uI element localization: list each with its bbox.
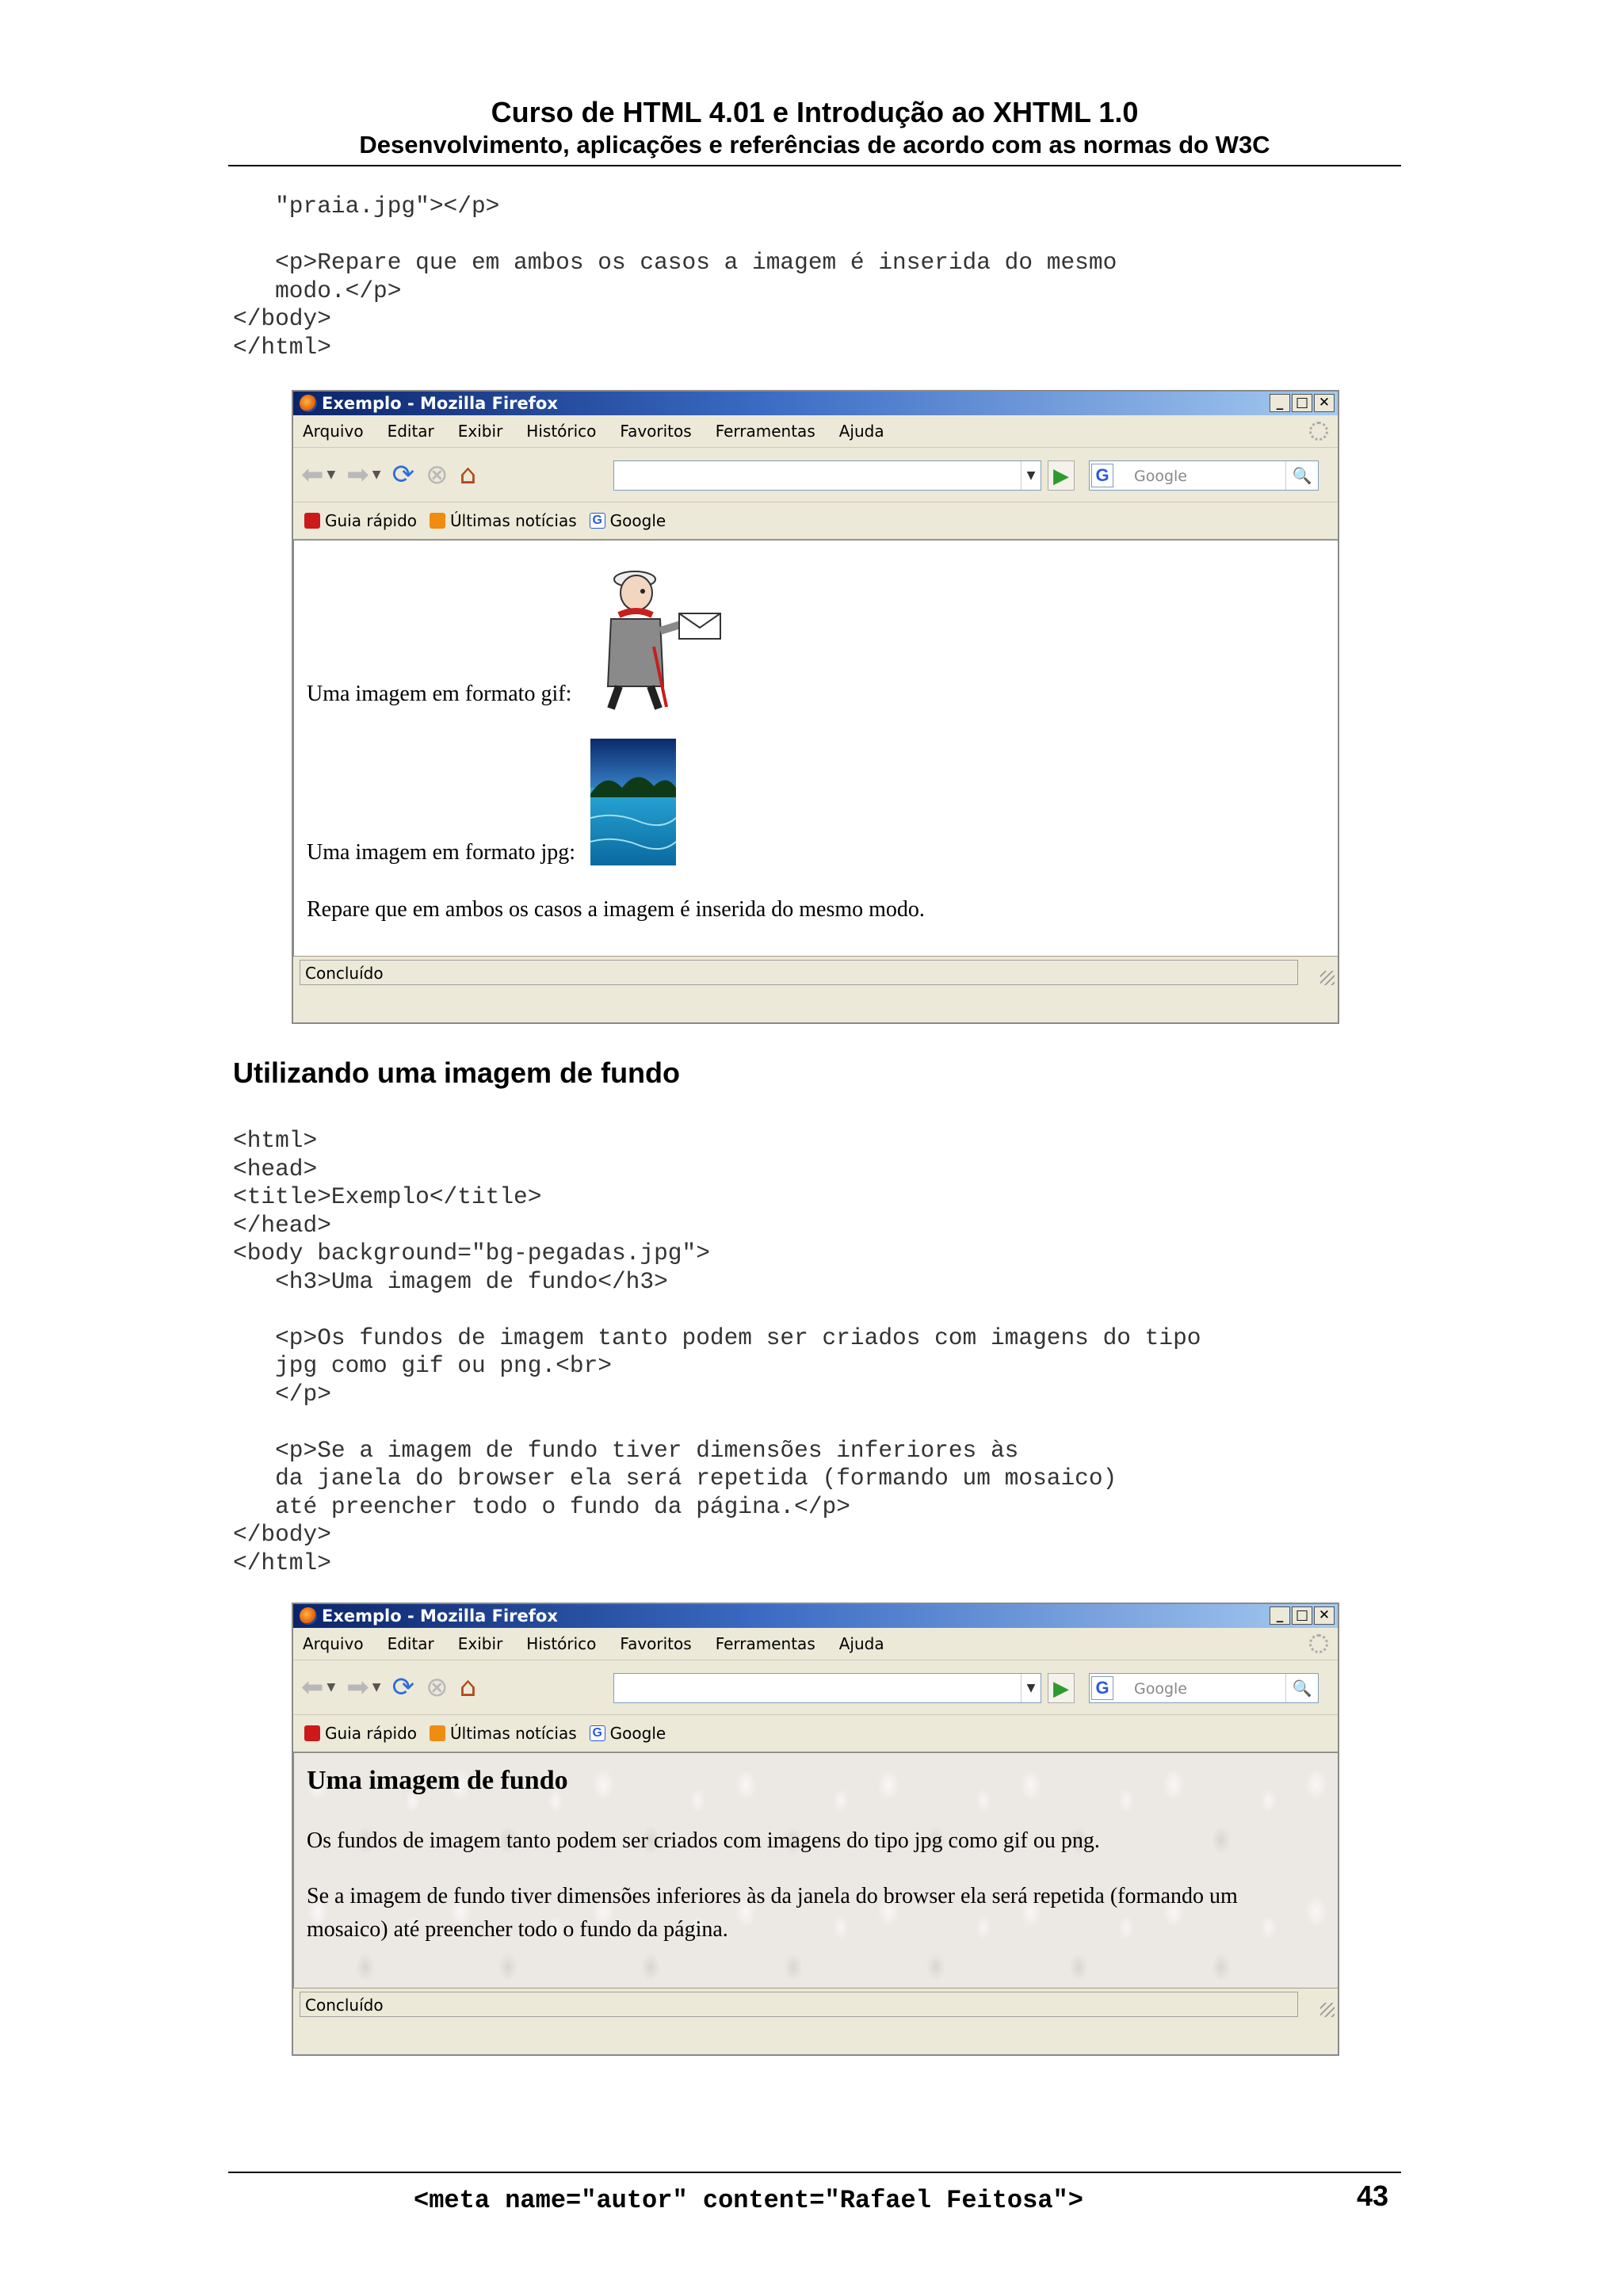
content-paragraph-1: Os fundos de imagem tanto podem ser criados com imagens do tipo jpg como gif ou png. xyxy=(307,1828,1100,1853)
menu-item-historico[interactable]: Histórico xyxy=(526,422,597,441)
go-arrow-icon[interactable]: ▶ xyxy=(1048,1673,1075,1703)
address-bar[interactable] xyxy=(613,1673,1041,1703)
rss-icon xyxy=(430,1725,445,1741)
menu-bar xyxy=(293,415,1338,448)
back-arrow-icon[interactable]: ⬅ xyxy=(301,459,324,491)
bookmark-ultimas-noticias[interactable]: Últimas notícias xyxy=(430,511,577,530)
firefox-logo-icon xyxy=(300,395,317,412)
footer-rule xyxy=(228,2172,1401,2173)
bookmarks-toolbar xyxy=(293,502,1338,540)
menu-item-editar[interactable]: Editar xyxy=(387,422,434,441)
maximize-icon[interactable]: □ xyxy=(1292,394,1312,412)
gif-caption: Uma imagem em formato gif: xyxy=(307,682,572,706)
throbber-icon xyxy=(1309,422,1328,441)
code-block-1: "praia.jpg"></p> <p>Repare que em ambos os casos a imagem é inserida do mesmo modo.</p> </body> </html> xyxy=(233,193,1117,361)
beach-jpg-image xyxy=(590,739,676,865)
section-heading: Utilizando uma imagem de fundo xyxy=(233,1056,681,1089)
go-arrow-icon[interactable]: ▶ xyxy=(1048,460,1075,491)
page-content-background xyxy=(293,1752,1338,1988)
maximize-icon[interactable]: □ xyxy=(1292,1606,1312,1625)
status-text: Concluído xyxy=(300,960,1298,985)
menu-item-favoritos[interactable]: Favoritos xyxy=(620,422,692,441)
window-title: Exemplo - Mozilla Firefox xyxy=(322,1606,558,1626)
rss-icon xyxy=(430,513,445,529)
menu-item-ajuda[interactable]: Ajuda xyxy=(838,1634,884,1653)
content-paragraph-2: Se a imagem de fundo tiver dimensões inferiores às da janela do browser ela será repetida (formando um mosaico) até preencher todo o fundo da página. xyxy=(307,1884,1238,1942)
address-bar[interactable] xyxy=(613,460,1041,491)
jpg-caption: Uma imagem em formato jpg: xyxy=(307,840,576,865)
guia-rapido-icon xyxy=(304,1725,320,1741)
window-controls xyxy=(1270,1606,1335,1625)
bookmark-google[interactable]: G Google xyxy=(590,1724,666,1743)
menu-item-ajuda[interactable]: Ajuda xyxy=(838,422,884,441)
window-titlebar[interactable] xyxy=(293,392,1338,415)
code-block-2: <html> <head> <title>Exemplo</title> </head> <body background="bg-pegadas.jpg"> <h3>Uma imagem de fundo</h3> <p>Os fundos de imagem tanto podem ser criados com imagens do tipo jpg como gif ou png.<br> </p> <p>Se a imagem de fundo tiver dimensões inferiores às da janela do browser ela será repetida (formando um mosaico) até preencher todo o fundo da página.</p> </body> </html> xyxy=(233,1127,1201,1576)
navigation-toolbar xyxy=(293,1660,1338,1715)
window-title: Exemplo - Mozilla Firefox xyxy=(322,394,558,413)
close-icon[interactable]: ✕ xyxy=(1314,1606,1335,1625)
header-rule xyxy=(228,165,1401,166)
status-text: Concluído xyxy=(300,1992,1298,2017)
bookmark-guia-rapido[interactable]: Guia rápido xyxy=(304,1724,417,1743)
resize-grip-icon[interactable] xyxy=(1320,971,1335,985)
menu-item-favoritos[interactable]: Favoritos xyxy=(620,1634,692,1653)
page-header xyxy=(228,95,1401,160)
magnifier-icon[interactable]: 🔍 xyxy=(1285,1674,1318,1702)
window-controls xyxy=(1270,394,1335,412)
magnifier-icon[interactable]: 🔍 xyxy=(1285,461,1318,490)
throbber-icon xyxy=(1309,1634,1328,1653)
bookmarks-toolbar xyxy=(293,1715,1338,1752)
guia-rapido-icon xyxy=(304,513,320,529)
close-icon[interactable]: ✕ xyxy=(1314,394,1335,412)
menu-item-arquivo[interactable]: Arquivo xyxy=(303,422,364,441)
menu-item-ferramentas[interactable]: Ferramentas xyxy=(715,422,815,441)
status-bar xyxy=(293,956,1338,988)
menu-item-arquivo[interactable]: Arquivo xyxy=(303,1634,364,1653)
menu-item-ferramentas[interactable]: Ferramentas xyxy=(715,1634,815,1653)
home-icon[interactable]: ⌂ xyxy=(459,1671,477,1703)
menu-item-editar[interactable]: Editar xyxy=(387,1634,434,1653)
reload-icon[interactable]: ⟳ xyxy=(391,1671,415,1703)
stop-icon[interactable]: ⊗ xyxy=(426,1671,449,1703)
menu-bar xyxy=(293,1628,1338,1660)
firefox-window-2 xyxy=(292,1603,1339,2056)
page-number: 43 xyxy=(1357,2179,1389,2212)
footer-meta: <meta name="autor" content="Rafael Feitosa"> xyxy=(414,2186,1083,2215)
menu-item-historico[interactable]: Histórico xyxy=(526,1634,597,1653)
forward-arrow-icon[interactable]: ➡ xyxy=(346,1671,369,1703)
resize-grip-icon[interactable] xyxy=(1320,2003,1335,2017)
bookmark-guia-rapido[interactable]: Guia rápido xyxy=(304,511,417,530)
navigation-toolbar xyxy=(293,448,1338,502)
page-content xyxy=(293,540,1338,956)
bookmark-google[interactable]: G Google xyxy=(590,511,666,530)
firefox-logo-icon xyxy=(300,1607,317,1625)
minimize-icon[interactable]: _ xyxy=(1270,394,1290,412)
search-box[interactable] xyxy=(1089,460,1319,491)
back-dropdown-icon[interactable]: ▼ xyxy=(327,468,336,481)
repare-paragraph: Repare que em ambos os casos a imagem é inserida do mesmo modo. xyxy=(307,897,925,922)
firefox-window-1 xyxy=(292,390,1339,1024)
back-arrow-icon[interactable]: ⬅ xyxy=(301,1671,324,1703)
search-box[interactable] xyxy=(1089,1673,1319,1703)
forward-dropdown-icon[interactable]: ▼ xyxy=(372,1681,381,1694)
search-placeholder: Google xyxy=(1134,1680,1188,1698)
url-dropdown-icon[interactable]: ▼ xyxy=(1021,461,1041,490)
google-engine-icon[interactable]: G xyxy=(1091,1676,1113,1700)
content-heading: Uma imagem de fundo xyxy=(307,1766,568,1795)
google-icon: G xyxy=(590,513,605,529)
menu-item-exibir[interactable]: Exibir xyxy=(457,1634,503,1653)
status-bar xyxy=(293,1988,1338,2020)
bookmark-ultimas-noticias[interactable]: Últimas notícias xyxy=(430,1724,577,1743)
stop-icon[interactable]: ⊗ xyxy=(426,459,449,491)
document-title: Curso de HTML 4.01 e Introdução ao XHTML 1.0 xyxy=(491,96,1139,128)
google-engine-icon[interactable]: G xyxy=(1091,464,1113,487)
menu-item-exibir[interactable]: Exibir xyxy=(457,422,503,441)
window-titlebar[interactable] xyxy=(293,1604,1338,1628)
search-placeholder: Google xyxy=(1134,468,1188,485)
url-dropdown-icon[interactable]: ▼ xyxy=(1021,1674,1041,1702)
forward-dropdown-icon[interactable]: ▼ xyxy=(372,468,381,481)
document-subtitle: Desenvolvimento, aplicações e referências de acordo com as normas do W3C xyxy=(359,131,1270,159)
google-icon: G xyxy=(590,1725,605,1741)
reload-icon[interactable]: ⟳ xyxy=(391,459,415,491)
postman-gif-image xyxy=(587,552,730,710)
minimize-icon[interactable]: _ xyxy=(1270,1606,1290,1625)
back-dropdown-icon[interactable]: ▼ xyxy=(327,1681,336,1694)
forward-arrow-icon[interactable]: ➡ xyxy=(346,459,369,491)
home-icon[interactable]: ⌂ xyxy=(459,459,477,491)
